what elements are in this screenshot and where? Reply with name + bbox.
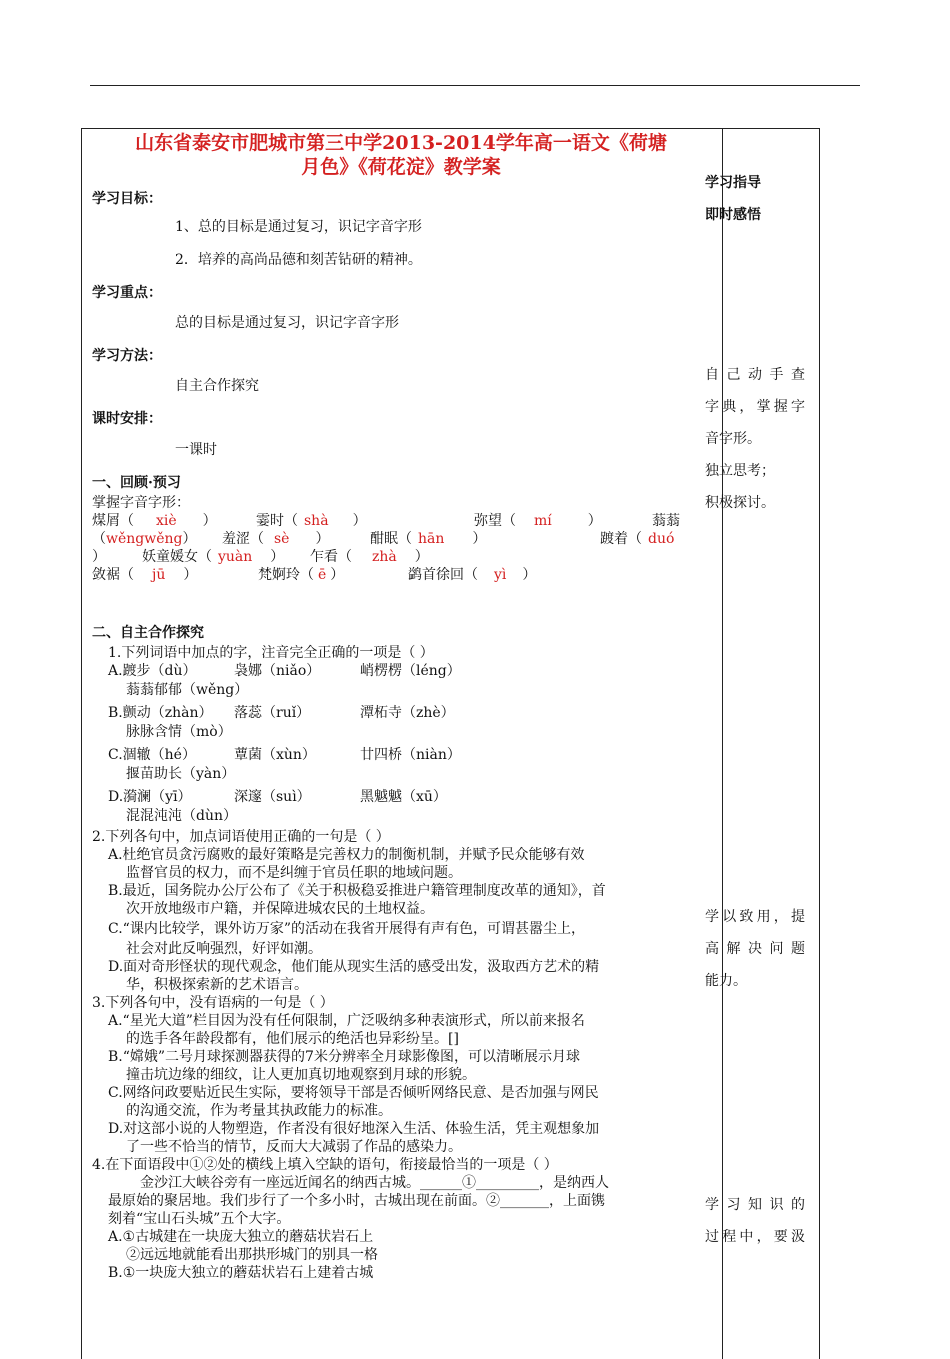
q3-option: A.“星光大道”栏目因为没有任何限制，广泛吸纳多种表演形式，所以前来报名 <box>108 1013 585 1029</box>
q2-option: 监督官员的权力，而不是纠缠于官员任职的地域问题。 <box>126 865 462 881</box>
pinyin-item: 蓊蓊 <box>652 513 680 529</box>
q2-option: B.最近，国务院办公厅公布了《关于积极稳妥推进户籍管理制度改革的通知》，首 <box>108 883 606 899</box>
side-note: 自己动手查 <box>705 367 805 383</box>
side-note: 学以致用，提 <box>705 909 805 925</box>
side-note: 积极探讨。 <box>705 495 775 511</box>
time-heading: 课时安排： <box>92 411 162 427</box>
q2-option: A.杜绝官员贪污腐败的最好策略是完善权力的制衡机制，并赋予民众能够有效 <box>108 847 585 863</box>
time-text: 一课时 <box>175 442 217 458</box>
q3-option: D.对这部小说的人物塑造，作者没有很好地深入生活、体验生活，凭主观想象加 <box>108 1121 600 1137</box>
q4-passage: 刻着“宝山石头城”五个大字。 <box>108 1211 291 1227</box>
q2-option: D.面对奇形怪状的现代观念，他们能从现实生活的感受出发，汲取西方艺术的精 <box>108 959 600 975</box>
q3-option: C.网络问政要贴近民生实际，要将领导干部是否倾听网络民意、是否加强与网民 <box>108 1085 599 1101</box>
method-text: 自主合作探究 <box>175 378 259 394</box>
q1-option: 蓊蓊郁郁（wěng） <box>126 682 249 698</box>
side-note: 过程中，要汲 <box>705 1229 805 1245</box>
side-column <box>721 128 820 1359</box>
pinyin-item: 霎时（ shà ） <box>256 513 367 529</box>
q3-option: 了一些不恰当的情节，反而大大减弱了作品的感染力。 <box>126 1139 462 1155</box>
goals-heading: 学习目标： <box>92 191 162 207</box>
pinyin-item: 踱着（ duó <box>600 531 675 547</box>
question-2: 2.下列各句中，加点词语使用正确的一句是（ ） <box>92 829 390 845</box>
section1-sub: 掌握字音字形： <box>92 495 190 511</box>
q2-option: 社会对此反响强烈，好评如潮。 <box>126 941 322 957</box>
section2-heading: 二、自主合作探究 <box>92 625 204 641</box>
q1-option: B.颤动（zhàn） <box>108 705 213 721</box>
pinyin-item: （wěngwěng） <box>92 531 197 547</box>
focus-text: 总的目标是通过复习，识记字音字形 <box>175 315 399 331</box>
side-note: 字典，掌握字 <box>705 399 805 415</box>
q4-option: ②远远地就能看出那拱形城门的别具一格 <box>126 1247 378 1263</box>
q4-passage: 最原始的聚居地。我们步行了一个多小时，古城出现在前面。②_______，上面镌 <box>108 1193 605 1209</box>
q3-option: B.“嫦娥”二号月球探测器获得的7米分辨率全月球影像图，可以清晰展示月球 <box>108 1049 580 1065</box>
pinyin-item: 酣眠（ hān ） <box>370 531 487 547</box>
q1-option: 潭柘寺（zhè） <box>360 705 455 721</box>
doc-title-line2: 月色》《荷花淀》教学案 <box>301 156 501 178</box>
q2-option: C.“课内比较学，课外访万家”的活动在我省开展得有声有色，可谓甚嚣尘上， <box>108 921 585 937</box>
pinyin-item: 梵婀玲（ ē ） <box>258 567 345 583</box>
focus-heading: 学习重点： <box>92 285 162 301</box>
side-note: 音字形。 <box>705 431 761 447</box>
q1-option: 廿四桥（niàn） <box>360 747 461 763</box>
q3-option: 的选手各年龄段都有，他们展示的绝活也异彩纷呈。[] <box>126 1031 459 1047</box>
side-note: 学习知识的 <box>705 1197 805 1213</box>
method-heading: 学习方法： <box>92 348 162 364</box>
q3-option: 撞击坑边缘的细纹，让人更加真切地观察到月球的形貌。 <box>126 1067 476 1083</box>
header-rule <box>90 85 860 86</box>
q3-option: 的沟通交流，作为考量其执政能力的标准。 <box>126 1103 392 1119</box>
side-heading-guide: 学习指导 <box>705 175 761 191</box>
side-note: 能力。 <box>705 973 747 989</box>
pinyin-item: 弥望（ mí ） <box>474 513 602 529</box>
pinyin-item: 妖童媛女（ yuàn ） <box>142 549 285 565</box>
q1-option: 袅娜（niǎo） <box>234 663 321 679</box>
pinyin-item: 煤屑（ xiè ） <box>92 513 217 529</box>
q1-option: 揠苗助长（yàn） <box>126 766 236 782</box>
pinyin-item: 敛裾（ jū ） <box>92 567 198 583</box>
q1-option: 混混沌沌（dùn） <box>126 808 237 824</box>
q4-passage: 金沙江大峡谷旁有一座远近闻名的纳西古城。______①_________，是纳西人 <box>140 1175 609 1191</box>
q1-option: 脉脉含情（mò） <box>126 724 232 740</box>
q1-option: A.踱步（dù） <box>108 663 197 679</box>
side-note: 独立思考； <box>705 463 775 479</box>
q2-option: 华，积极探索新的艺术语言。 <box>126 977 308 993</box>
question-4: 4.在下面语段中①②处的横线上填入空缺的语句，衔接最恰当的一项是（ ） <box>92 1157 558 1173</box>
pinyin-item: 羞涩（ sè ） <box>222 531 330 547</box>
q1-option: D.漪澜（yī） <box>108 789 192 805</box>
q1-option: 深邃（suì） <box>234 789 311 805</box>
side-note: 高解决问题 <box>705 941 805 957</box>
q1-option: 落蕊（ruǐ） <box>234 705 311 721</box>
q1-option: 蕈菌（xùn） <box>234 747 316 763</box>
q1-option: 峭楞楞（léng） <box>360 663 461 679</box>
q4-option: B.①一块庞大独立的蘑菇状岩石上建着古城 <box>108 1265 374 1281</box>
goal-1: 1、总的目标是通过复习，识记字音字形 <box>175 219 422 235</box>
pinyin-item: 鹢首徐回（ yì ） <box>408 567 537 583</box>
question-3: 3.下列各句中，没有语病的一句是（ ） <box>92 995 334 1011</box>
q1-option: C.涸辙（hé） <box>108 747 196 763</box>
goal-2: 2．培养的高尚品德和刻苦钻研的精神。 <box>175 252 422 268</box>
side-heading-insight: 即时感悟 <box>705 207 761 223</box>
pinyin-item: 乍看（ zhà ） <box>310 549 429 565</box>
doc-title-line1: 山东省泰安市肥城市第三中学2013-2014学年高一语文《荷塘 <box>135 132 667 154</box>
pinyin-item: ） <box>92 549 106 565</box>
q2-option: 次开放地级市户籍，并保障进城农民的土地权益。 <box>126 901 434 917</box>
section1-heading: 一、回顾·预习 <box>92 475 181 491</box>
question-1: 1.下列词语中加点的字，注音完全正确的一项是（ ） <box>108 645 434 661</box>
q4-option: A.①古城建在一块庞大独立的蘑菇状岩石上 <box>108 1229 374 1245</box>
q1-option: 黑魆魆（xū） <box>360 789 447 805</box>
